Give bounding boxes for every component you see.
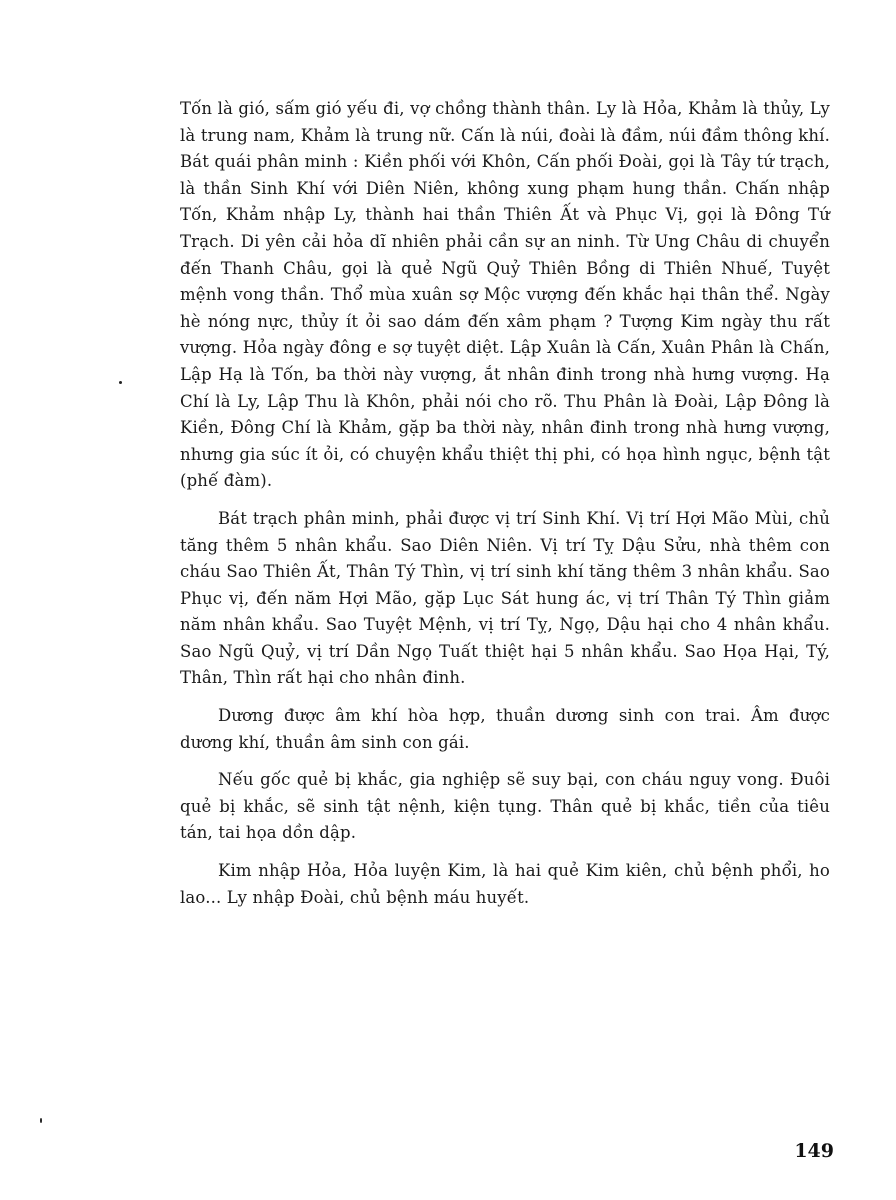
paragraph-4: Nếu gốc quẻ bị khắc, gia nghiệp sẽ suy bại, con cháu nguy vong. Đuôi quẻ bị khắc, sẽ sinh tật nệnh, kiện tụng. Thân quẻ bị khắc, tiền của tiêu tán, tai họa dồn dập. <box>180 770 830 843</box>
paragraph-3: Dương được âm khí hòa hợp, thuần dương sinh con trai. Âm được dương khí, thuần âm sinh con gái. <box>180 706 830 752</box>
paragraph-1: Tốn là gió, sấm gió yếu đi, vợ chồng thành thân. Ly là Hỏa, Khảm là thủy, Ly là trung nam, Khảm là trung nữ. Cấn là núi, đoài là đầm, núi đầm thông khí. Bát quái phân minh : Kiền phối với Khôn, Cấn phối Đoài, gọi là Tây tứ trạch, là thần Sinh Khí với Diên Niên, không xung phạm hung thần. Chấn nhập Tốn, Khảm nhập Ly, thành hai thần Thiên Ất và Phục Vị, gọi là Đông Tứ Trạch. Di yên cải hỏa dĩ nhiên phải cần sự an ninh. Từ Ung Châu di chuyển đến Thanh Châu, gọi là quẻ Ngũ Quỷ Thiên Bồng di Thiên Nhuế, Tuyệt mệnh vong thần. Thổ mùa xuân sợ Mộc vượng đến khắc hại thân thể. Ngày hè nóng nực, thủy ít ỏi sao dám đến xâm phạm ? Tượng Kim ngày thu rất vượng. Hỏa ngày đông e sợ tuyệt diệt. Lập Xuân là Cấn, Xuân Phân là Chấn, Lập Hạ là Tốn, ba thời này vượng, ắt nhân đinh trong nhà hưng vượng. Hạ Chí là Ly, Lập Thu là Khôn, phải nói cho rõ. Thu Phân là Đoài, Lập Đông là Kiền, Đông Chí là Khảm, gặp ba thời này, nhân đinh trong nhà hưng vượng, nhưng gia súc ít ỏi, có chuyện khẩu thiệt thị phi, có họa hình ngục, bệnh tật (phế đàm). <box>180 99 830 491</box>
paragraph-5: Kim nhập Hỏa, Hỏa luyện Kim, là hai quẻ Kim kiên, chủ bệnh phổi, ho lao... Ly nhập Đoài, chủ bệnh máu huyết. <box>180 861 830 907</box>
page-number: 149 <box>794 1140 834 1162</box>
paragraph-2: Bát trạch phân minh, phải được vị trí Sinh Khí. Vị trí Hợi Mão Mùi, chủ tăng thêm 5 nhân khẩu. Sao Diên Niên. Vị trí Tỵ Dậu Sửu, nhà thêm con cháu Sao Thiên Ất, Thân Tý Thìn, vị trí sinh khí tăng thêm 3 nhân khẩu. Sao Phục vị, đến năm Hợi Mão, gặp Lục Sát hung ác, vị trí Thân Tý Thìn giảm năm nhân khẩu. Sao Tuyệt Mệnh, vị trí Tỵ, Ngọ, Dậu hại cho 4 nhân khẩu. Sao Ngũ Quỷ, vị trí Dần Ngọ Tuất thiệt hại 5 nhân khẩu. Sao Họa Hại, Tý, Thân, Thìn rất hại cho nhân đinh. <box>180 508 830 688</box>
scan-speck <box>40 1118 42 1123</box>
scan-speck <box>119 381 122 384</box>
body-text <box>180 96 830 911</box>
